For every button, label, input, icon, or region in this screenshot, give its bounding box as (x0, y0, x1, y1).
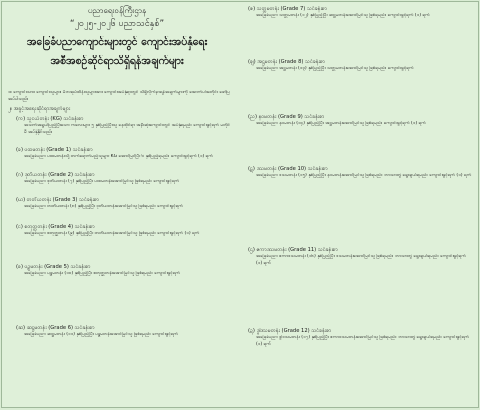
grade-title: (ဈ) အဋ္ဌမတန်း (Grade 8) သင်ခန်းစာ (248, 59, 325, 65)
grade-title: (ဋ) ဒသမတန်း (Grade 10) သင်ခန်းစာ (248, 166, 328, 172)
document-page (1, 1, 479, 408)
academic-year: “၂၀၂၅-၂၀၂၆ ပညာသင်နှစ်” (69, 19, 165, 29)
grade-title: (က) သူငယ်တန်း (KG) သင်ခန်းစာ (16, 116, 84, 122)
grade-body: အခြေခံပညာ ပဉ္စမတန်း (၁၀) နှစ်ပြည့်ပြီး စတုတ္ထတန်းအောင်မြင်သူ ဖြစ်ရမည်။ ကျောင်းဖွင့်ရက် (24, 271, 180, 276)
grade-body: အခြေခံပညာ ဒွါဒသမတန်း (၁၇) နှစ်ပြည့်ပြီး ဧကာဒသမတန်းအောင်မြင်သူ ဖြစ်ရမည်။ ဘာသာတွဲ ရွေးချယ်ရမည်။ ကျောင်းဖွင့်ရက် (၁) ရက် (256, 335, 470, 347)
right-column (240, 2, 478, 407)
grade-body: အခြေခံပညာ တတိယတန်း (၈) နှစ်ပြည့်ပြီး ဒုတိယတန်းအောင်မြင်သူ ဖြစ်ရမည်။ ကျောင်းဖွင့်ရက် (24, 204, 183, 209)
grade-title: (ဂ) ဒုတိယတန်း (Grade 2) သင်ခန်းစာ (16, 172, 95, 178)
grade-title: (ခ) ပထမတန်း (Grade 1) သင်ခန်းစာ (16, 147, 93, 153)
grade-title: (င) စတုတ္ထတန်း (Grade 4) သင်ခန်းစာ (16, 224, 95, 230)
grade-body: အခြေခံပညာ စတုတ္ထတန်း (၉) နှစ်ပြည့်ပြီး တတိယတန်းအောင်မြင်သူ ဖြစ်ရမည်။ ကျောင်းဖွင့်ရက် (၁) ရက် (24, 231, 200, 236)
grade-title: (ဍ) ဒွါဒသမတန်း (Grade 12) သင်ခန်းစာ (248, 328, 332, 334)
grade-title: (ဆ) ဆဋ္ဌမတန်း (Grade 6) သင်ခန်းစာ (16, 325, 95, 331)
grade-body: အခြေခံပညာ ပထမတန်းသို့ တက်ရောက်မည့်သူများ KG အောင်မြင်ပြီး ၆ နှစ်ပြည့်ရမည်။ ကျောင်းဖွင့်ရက် (၁) ရက် (24, 154, 213, 159)
grade-title: (ည) နဝမတန်း (Grade 9) သင်ခန်းစာ (248, 114, 325, 120)
grade-body: အခြေခံပညာ ဒုတိယတန်း (၇) နှစ်ပြည့်ပြီး ပထမတန်းအောင်မြင်သူ ဖြစ်ရမည်။ ကျောင်းဖွင့်ရက် (24, 179, 180, 184)
left-column (2, 2, 238, 407)
ministry-name: ပညာရေးဝန်ကြီးဌာန (87, 6, 147, 15)
grade-body: အသက်အရွယ်ပြည့်ပြီးသော ကလေးများ ၅ နှစ်ပြည့်ပြီးသူ နေထိုင်ရာ အနီးဆုံးကျောင်းတွင် အပ်နှံရမည်။ ကျောင်းဖွင့်ရက် မတိုင်မီ အပ်နှံနိုင်သည်။ (24, 123, 231, 135)
document-title: အခြေခံပညာကျောင်းများတွင် ကျောင်းအပ်နှံရေး (26, 36, 208, 48)
grade-title: (စ) ပဉ္စမတန်း (Grade 5) သင်ခန်းစာ (16, 264, 91, 270)
grade-body: အခြေခံပညာ ဒသမတန်း (၁၅) နှစ်ပြည့်ပြီး နဝမတန်းအောင်မြင်သူ ဖြစ်ရမည်။ ဘာသာတွဲ ရွေးချယ်ရမည်။ ကျောင်းဖွင့်ရက် (၁) ရက် (256, 173, 472, 178)
intro-paragraph: ၁။ ကျောင်းသား၊ ကျောင်းသူများ၊ မိဘအုပ်ထိန်းသူများအား ကျောင်းအပ်နှံရာတွင် သိရှိလိုက်နာရန်အချက်များကို အောက်ပါအတိုင်း ဖော်ပြအပ်ပါသည်။ (8, 90, 230, 102)
grade-body: အခြေခံပညာ အဋ္ဌမတန်း (၁၃) နှစ်ပြည့်ပြီး သတ္တမတန်းအောင်မြင်သူ ဖြစ်ရမည်။ ကျောင်းဖွင့်ရက် (256, 66, 414, 71)
grade-title: (ဃ) တတိယတန်း (Grade 3) သင်ခန်းစာ (16, 197, 99, 203)
grade-body: အခြေခံပညာ ဧကာဒသမတန်း (၁၆) နှစ်ပြည့်ပြီး ဒသမတန်းအောင်မြင်သူ ဖြစ်ရမည်။ ဘာသာတွဲ ရွေးချယ်ရမည်။ ကျောင်းဖွင့်ရက် (၁) ရက် (256, 254, 466, 266)
document-subtitle: အစီအစဉ်ဆိုင်ရာသိရှိရန်အချက်များ (50, 55, 184, 67)
grade-title: (ဌ) ဧကာဒသမတန်း (Grade 11) သင်ခန်းစာ (248, 247, 338, 253)
section-label: ၂။ အခွင့်အရေးဆိုင်ရာအချက်များ (8, 106, 71, 112)
grade-body: အခြေခံပညာ ဆဋ္ဌမတန်း (၁၁) နှစ်ပြည့်ပြီး ပဉ္စမတန်းအောင်မြင်သူ ဖြစ်ရမည်။ ကျောင်းဖွင့်ရက် (24, 332, 178, 337)
grade-body: အခြေခံပညာ သတ္တမတန်း (၁၂) နှစ်ပြည့်ပြီး ဆဋ္ဌမတန်းအောင်မြင်သူ ဖြစ်ရမည်။ ကျောင်းဖွင့်ရက် (၁) ရက် (256, 13, 430, 18)
grade-title: (ဇ) သတ္တမတန်း (Grade 7) သင်ခန်းစာ (248, 6, 327, 12)
grade-body: အခြေခံပညာ နဝမတန်း (၁၄) နှစ်ပြည့်ပြီး အဋ္ဌမတန်းအောင်မြင်သူ ဖြစ်ရမည်။ ကျောင်းဖွင့်ရက် (၁) ရက် (256, 121, 426, 126)
